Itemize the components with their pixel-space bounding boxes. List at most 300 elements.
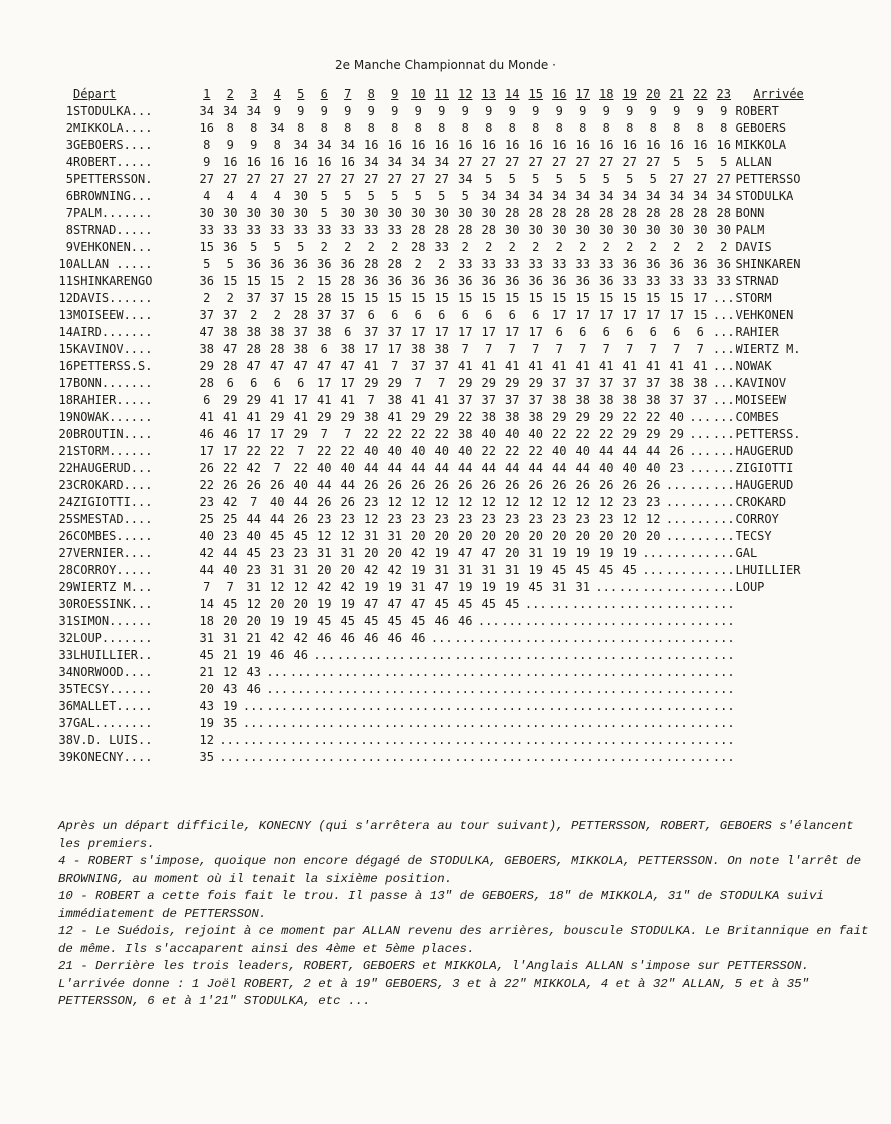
lap-cell: 45 <box>270 529 285 543</box>
lap-cell: 15 <box>411 291 426 305</box>
lap-cell: 9 <box>344 104 352 118</box>
lap-cell: 22 <box>575 427 590 441</box>
lap-cell: ... <box>524 733 547 747</box>
rider-name: GAL........ <box>73 716 153 730</box>
lap-cell: 37 <box>646 376 661 390</box>
lap-cell: 29 <box>317 410 332 424</box>
start-position: 4 <box>65 155 73 169</box>
lap-cell: 9 <box>602 104 610 118</box>
lap-cell: 30 <box>364 206 379 220</box>
rider-name: BONN....... <box>73 376 153 390</box>
lap-cell: 42 <box>270 631 285 645</box>
lap-cell: ... <box>618 750 641 764</box>
lap-cell: 6 <box>203 393 211 407</box>
lap-cell: 23 <box>223 529 238 543</box>
lap-cell: 2 <box>320 240 328 254</box>
start-position: 10 <box>58 257 73 271</box>
lap-cell: 29 <box>293 427 308 441</box>
rider-name: NORWOOD.... <box>73 665 153 679</box>
lap-cell: ... <box>642 597 665 611</box>
lap-cell: 19 <box>246 648 261 662</box>
lap-cell: ... <box>548 648 571 662</box>
lap-cell: 19 <box>575 546 590 560</box>
lap-cell: ... <box>665 495 688 509</box>
lap-cell: 12 <box>528 495 543 509</box>
lap-cell: 37 <box>599 376 614 390</box>
table-row <box>55 239 822 256</box>
lap-cell: 2 <box>626 240 634 254</box>
lap-cell: 38 <box>599 393 614 407</box>
lap-cell: 22 <box>246 444 261 458</box>
lap-cell: ... <box>289 699 312 713</box>
lap-cell: ... <box>618 648 641 662</box>
lap-cell: 34 <box>693 189 708 203</box>
lap-cell: 33 <box>293 223 308 237</box>
lap-cell: 36 <box>293 257 308 271</box>
lap-cell: 8 <box>649 121 657 135</box>
lap-cell: ... <box>430 750 453 764</box>
lap-cell: ... <box>501 631 524 645</box>
lap-cell: 47 <box>246 359 261 373</box>
lap-cell: ... <box>595 631 618 645</box>
lap-cell: 5 <box>555 172 563 186</box>
lap-cell: 5 <box>203 257 211 271</box>
lap-cell: 34 <box>599 189 614 203</box>
lap-cell: 42 <box>387 563 402 577</box>
lap-cell: ... <box>477 733 500 747</box>
lap-cell: 26 <box>364 478 379 492</box>
lap-cell: 37 <box>434 359 449 373</box>
lap-cell: 19 <box>458 580 473 594</box>
lap-cell: ... <box>712 342 735 356</box>
lap-cell: 44 <box>528 461 543 475</box>
lap-cell: ... <box>430 699 453 713</box>
lap-cell: 46 <box>411 631 426 645</box>
lap-cell: 7 <box>203 580 211 594</box>
lap-cell: 29 <box>223 393 238 407</box>
lap-cell: 16 <box>387 138 402 152</box>
table-row <box>55 681 822 698</box>
lap-cell: 28 <box>505 206 520 220</box>
lap-cell: 6 <box>297 376 305 390</box>
rider-name: CROKARD.... <box>73 478 153 492</box>
table-row <box>55 273 822 290</box>
lap-cell: 5 <box>649 172 657 186</box>
lap-cell: ... <box>571 648 594 662</box>
lap-cell: ... <box>548 597 571 611</box>
lap-cell: ... <box>477 631 500 645</box>
lap-cell: 15 <box>552 291 567 305</box>
lap-cell: 2 <box>414 257 422 271</box>
start-position: 32 <box>58 631 73 645</box>
lap-cell: 16 <box>199 121 214 135</box>
lap-cell: 47 <box>340 359 355 373</box>
lap-cell: 47 <box>481 546 496 560</box>
lap-cell: 28 <box>293 308 308 322</box>
race-commentary <box>58 818 876 1011</box>
lap-cell: 31 <box>434 563 449 577</box>
lap-cell: ... <box>242 750 265 764</box>
lap-cell: 27 <box>317 172 332 186</box>
lap-cell: 33 <box>693 274 708 288</box>
lap-cell: ... <box>219 750 242 764</box>
lap-cell: 23 <box>669 461 684 475</box>
start-position: 12 <box>58 291 73 305</box>
lap-cell: 16 <box>458 138 473 152</box>
rider-name: COMBES..... <box>73 529 153 543</box>
lap-cell: 23 <box>364 495 379 509</box>
lap-cell: 31 <box>246 580 261 594</box>
lap-cell: 36 <box>411 274 426 288</box>
lap-cell: 12 <box>411 495 426 509</box>
lap-cell: 46 <box>199 427 214 441</box>
lap-cell: 36 <box>481 274 496 288</box>
lap-cell: 40 <box>622 461 637 475</box>
start-position: 39 <box>58 750 73 764</box>
start-position: 19 <box>58 410 73 424</box>
lap-cell: 2 <box>508 240 516 254</box>
lap-cell: 40 <box>223 563 238 577</box>
header-lap: 22 <box>693 87 708 101</box>
table-row <box>55 477 822 494</box>
lap-cell: 5 <box>344 189 352 203</box>
start-position: 24 <box>58 495 73 509</box>
lap-cell: 44 <box>270 512 285 526</box>
arrival-name <box>736 681 822 698</box>
lap-cell: 20 <box>599 529 614 543</box>
header-pos <box>55 86 73 103</box>
lap-cell: ... <box>548 750 571 764</box>
lap-cell: 22 <box>505 444 520 458</box>
lap-cell: 6 <box>579 325 587 339</box>
lap-cell: 45 <box>505 597 520 611</box>
lap-cell: 6 <box>555 325 563 339</box>
lap-cell: 16 <box>481 138 496 152</box>
lap-cell: 22 <box>223 461 238 475</box>
lap-cell: ... <box>712 325 735 339</box>
lap-cell: 30 <box>293 189 308 203</box>
table-row <box>55 409 822 426</box>
lap-cell: 2 <box>673 240 681 254</box>
lap-cell: 27 <box>505 155 520 169</box>
lap-cell: 20 <box>434 529 449 543</box>
lap-cell: 6 <box>626 325 634 339</box>
lap-cell: 34 <box>364 155 379 169</box>
lap-cell: 2 <box>273 308 281 322</box>
lap-cell: 23 <box>622 495 637 509</box>
lap-cell: 20 <box>364 546 379 560</box>
arrival-name: KAVINOV <box>735 376 787 390</box>
lap-cell: 30 <box>340 206 355 220</box>
lap-cell: 2 <box>602 240 610 254</box>
lap-cell: 45 <box>481 597 496 611</box>
lap-cell: 15 <box>293 291 308 305</box>
arrival-name <box>736 664 822 681</box>
lap-cell: 12 <box>246 597 261 611</box>
lap-cell: 26 <box>458 478 473 492</box>
lap-cell: 12 <box>293 580 308 594</box>
lap-cell: 33 <box>246 223 261 237</box>
rider-name: STORM...... <box>73 444 153 458</box>
lap-cell: 16 <box>528 138 543 152</box>
lap-cell: ... <box>595 648 618 662</box>
lap-cell: 12 <box>622 512 637 526</box>
rider-name: SMESTAD.... <box>73 512 153 526</box>
lap-cell: 46 <box>270 648 285 662</box>
lap-cell: ... <box>477 665 500 679</box>
lap-cell: 6 <box>438 308 446 322</box>
lap-cell: 7 <box>438 376 446 390</box>
lap-cell: 38 <box>317 325 332 339</box>
lap-cell: ... <box>618 631 641 645</box>
lap-cell: 42 <box>199 546 214 560</box>
lap-cell: 29 <box>599 410 614 424</box>
lap-cell: 16 <box>575 138 590 152</box>
lap-cell: 15 <box>575 291 590 305</box>
lap-cell: 29 <box>411 410 426 424</box>
lap-cell: 36 <box>317 257 332 271</box>
lap-cell: 30 <box>575 223 590 237</box>
arrival-name: TECSY <box>735 529 772 543</box>
lap-cell: 31 <box>223 631 238 645</box>
lap-cell: 37 <box>458 393 473 407</box>
lap-cell: 19 <box>622 546 637 560</box>
lap-cell: ... <box>665 648 688 662</box>
lap-cell: 9 <box>297 104 305 118</box>
lap-cell: ... <box>571 682 594 696</box>
start-position: 15 <box>58 342 73 356</box>
start-position: 37 <box>58 716 73 730</box>
header-lap: 18 <box>599 87 614 101</box>
lap-cell: 29 <box>481 376 496 390</box>
lap-cell: ... <box>689 563 712 577</box>
lap-cell: 26 <box>528 478 543 492</box>
lap-cell: ... <box>266 733 289 747</box>
rider-name: GEBOERS.... <box>73 138 153 152</box>
start-position: 6 <box>65 189 73 203</box>
lap-cell: 6 <box>673 325 681 339</box>
lap-cell: 19 <box>599 546 614 560</box>
lap-cell: 19 <box>387 580 402 594</box>
lap-cell: 28 <box>223 359 238 373</box>
lap-cell: 27 <box>622 155 637 169</box>
lap-cell: 22 <box>270 444 285 458</box>
lap-cell: 44 <box>411 461 426 475</box>
lap-cell: 44 <box>505 461 520 475</box>
lap-cell: ... <box>548 665 571 679</box>
lap-cell: 36 <box>340 257 355 271</box>
lap-cell: 22 <box>552 427 567 441</box>
lap-cell: 41 <box>387 410 402 424</box>
lap-cell: ... <box>642 546 665 560</box>
lap-cell: ... <box>266 699 289 713</box>
lap-cell: 20 <box>317 563 332 577</box>
lap-cell: ... <box>665 529 688 543</box>
lap-cell: 37 <box>387 325 402 339</box>
header-lap: 3 <box>250 87 258 101</box>
rider-name: KONECNY.... <box>73 750 153 764</box>
lap-cell: 28 <box>364 257 379 271</box>
start-position: 38 <box>58 733 73 747</box>
lap-cell: 42 <box>223 495 238 509</box>
lap-cell: ... <box>454 699 477 713</box>
lap-cell: 23 <box>340 512 355 526</box>
start-position: 18 <box>58 393 73 407</box>
lap-cell: ... <box>689 580 712 594</box>
rider-name: BROWNING... <box>73 189 153 203</box>
lap-cell: 2 <box>649 240 657 254</box>
lap-cell: 28 <box>199 376 214 390</box>
lap-cell: ... <box>665 478 688 492</box>
rider-name: MIKKOLA.... <box>73 121 153 135</box>
lap-cell: ... <box>689 733 712 747</box>
lap-cell: 31 <box>364 529 379 543</box>
lap-cell: 29 <box>622 427 637 441</box>
lap-cell: 31 <box>411 580 426 594</box>
table-row <box>55 562 822 579</box>
arrival-name <box>736 613 822 630</box>
lap-cell: ... <box>689 427 712 441</box>
commentary-paragraph: 4 - ROBERT s'impose, quoique non encore dégagé de STODULKA, GEBOERS, MIKKOLA, PETTERSSON. On note l'arrêt de BROWNING, au moment où il tenait la sixième position. <box>58 854 862 886</box>
start-position: 23 <box>58 478 73 492</box>
header-lap: 4 <box>273 87 281 101</box>
lap-cell: 34 <box>387 155 402 169</box>
lap-cell: 38 <box>575 393 590 407</box>
lap-cell: 5 <box>414 189 422 203</box>
lap-cell: ... <box>712 444 735 458</box>
lap-cell: ... <box>712 614 735 628</box>
lap-cell: ... <box>665 597 688 611</box>
lap-cell: 27 <box>458 155 473 169</box>
lap-cell: 8 <box>579 121 587 135</box>
header-lap: 19 <box>622 87 637 101</box>
lap-cell: 22 <box>293 461 308 475</box>
start-position: 20 <box>58 427 73 441</box>
lap-cell: 22 <box>646 410 661 424</box>
lap-cell: 20 <box>528 529 543 543</box>
lap-cell: ... <box>524 716 547 730</box>
lap-cell: 6 <box>414 308 422 322</box>
lap-cell: 12 <box>552 495 567 509</box>
lap-cell: 27 <box>199 172 214 186</box>
lap-cell: 28 <box>246 342 261 356</box>
lap-cell: 38 <box>646 393 661 407</box>
lap-cell: 36 <box>505 274 520 288</box>
lap-cell: 6 <box>250 376 258 390</box>
rider-name: RAHIER..... <box>73 393 153 407</box>
lap-cell: ... <box>689 597 712 611</box>
lap-cell: 14 <box>199 597 214 611</box>
lap-cell: 41 <box>434 393 449 407</box>
start-position: 29 <box>58 580 73 594</box>
lap-cell: 30 <box>246 206 261 220</box>
lap-cell: 15 <box>599 291 614 305</box>
lap-cell: 29 <box>434 410 449 424</box>
lap-cell: 26 <box>481 478 496 492</box>
lap-cell: 5 <box>250 240 258 254</box>
lap-cell: 45 <box>575 563 590 577</box>
lap-cell: 40 <box>246 529 261 543</box>
lap-cell: 6 <box>508 308 516 322</box>
lap-cell: 41 <box>340 393 355 407</box>
lap-cell: 30 <box>293 206 308 220</box>
lap-cell: 12 <box>575 495 590 509</box>
lap-cell: 33 <box>599 257 614 271</box>
lap-cell: 27 <box>246 172 261 186</box>
lap-cell: 20 <box>223 614 238 628</box>
header-lap: 17 <box>575 87 590 101</box>
lap-cell: 9 <box>673 104 681 118</box>
lap-cell: ... <box>336 699 359 713</box>
lap-cell: ... <box>501 716 524 730</box>
lap-cell: ... <box>383 682 406 696</box>
lap-cell: 19 <box>293 614 308 628</box>
lap-cell: 31 <box>317 546 332 560</box>
lap-cell: 34 <box>434 155 449 169</box>
start-position: 17 <box>58 376 73 390</box>
lap-cell: ... <box>524 699 547 713</box>
lap-cell: ... <box>360 682 383 696</box>
lap-cell: ... <box>712 461 735 475</box>
lap-cell: 23 <box>293 546 308 560</box>
lap-cell: ... <box>454 733 477 747</box>
lap-cell: 30 <box>387 206 402 220</box>
lap-cell: 19 <box>481 580 496 594</box>
lap-cell: 17 <box>199 444 214 458</box>
lap-cell: 34 <box>246 104 261 118</box>
lap-cell: 17 <box>458 325 473 339</box>
lap-cell: 29 <box>270 410 285 424</box>
lap-cell: 4 <box>273 189 281 203</box>
lap-cell: 33 <box>387 223 402 237</box>
lap-cell: 34 <box>552 189 567 203</box>
lap-cell: 44 <box>434 461 449 475</box>
lap-cell: 40 <box>293 478 308 492</box>
lap-cell: ... <box>360 648 383 662</box>
rider-name: ALLAN ..... <box>73 257 153 271</box>
lap-cell: 44 <box>293 495 308 509</box>
lap-cell: 2 <box>438 257 446 271</box>
lap-cell: 27 <box>481 155 496 169</box>
lap-cell: 37 <box>552 376 567 390</box>
lap-cell: 34 <box>481 189 496 203</box>
lap-cell: 5 <box>320 189 328 203</box>
lap-cell: 26 <box>246 478 261 492</box>
table-row <box>55 545 822 562</box>
table-row <box>55 307 822 324</box>
lap-cell: 4 <box>250 189 258 203</box>
lap-cell: 26 <box>293 512 308 526</box>
start-position: 26 <box>58 529 73 543</box>
lap-cell: 23 <box>387 512 402 526</box>
lap-cell: ... <box>689 699 712 713</box>
lap-cell: 46 <box>340 631 355 645</box>
lap-cell: 44 <box>552 461 567 475</box>
lap-cell: ... <box>595 682 618 696</box>
rider-name: STRNAD..... <box>73 223 153 237</box>
arrival-name: LHUILLIER <box>735 563 801 577</box>
lap-cell: 27 <box>293 172 308 186</box>
rider-name: ROBERT..... <box>73 155 153 169</box>
lap-cell: 27 <box>340 172 355 186</box>
lap-cell: 17 <box>387 342 402 356</box>
lap-cell: 5 <box>367 189 375 203</box>
lap-cell: 12 <box>481 495 496 509</box>
lap-cell: 45 <box>317 614 332 628</box>
lap-cell: 42 <box>411 546 426 560</box>
rider-name: ZIGIOTTI... <box>73 495 153 509</box>
lap-cell: 31 <box>575 580 590 594</box>
